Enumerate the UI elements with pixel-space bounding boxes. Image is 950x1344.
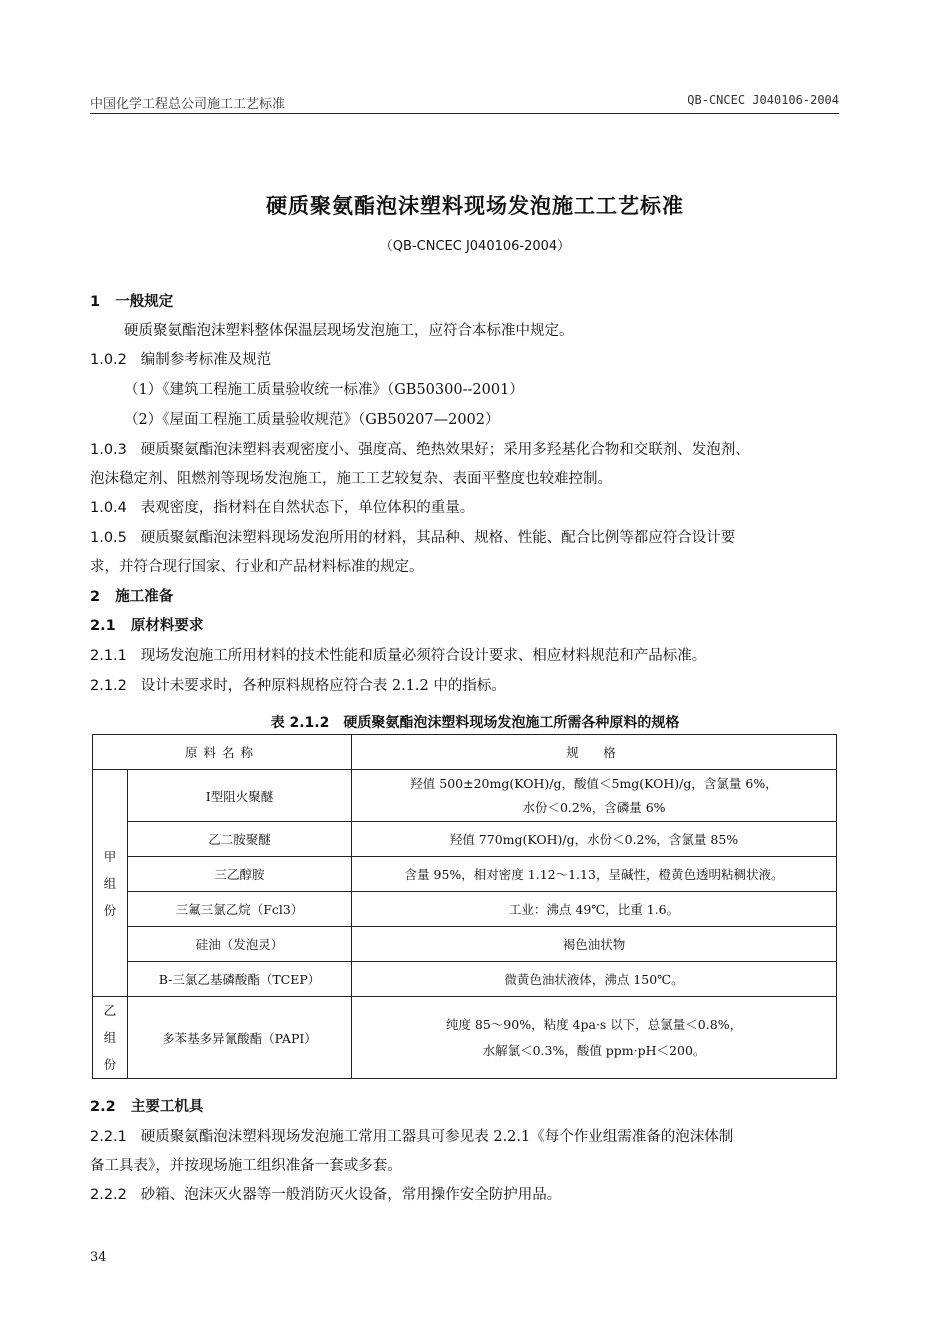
clause-number: 2.1.2 bbox=[90, 678, 127, 694]
table-row bbox=[93, 997, 837, 1079]
clause-text: 现场发泡施工所用材料的技术性能和质量必须符合设计要求、相应材料规范和产品标准。 bbox=[140, 648, 707, 664]
section-1-heading bbox=[90, 292, 173, 312]
table-row bbox=[93, 822, 837, 857]
table-row bbox=[93, 857, 837, 892]
table-row bbox=[93, 892, 837, 927]
clause-number: 1.0.5 bbox=[90, 530, 127, 546]
material-spec: 羟值 770mg(KOH)/g，水份＜0.2%，含氯量 85% bbox=[352, 822, 837, 857]
page-number: 34 bbox=[90, 1250, 107, 1265]
document-title: 硬质聚氨酯泡沫塑料现场发泡施工工艺标准 bbox=[266, 194, 684, 218]
subsection-number: 2.2 bbox=[90, 1099, 116, 1115]
subsection-title: 原材料要求 bbox=[130, 618, 204, 634]
material-name: B-三氯乙基磷酸酯（TCEP） bbox=[128, 962, 352, 997]
table-row bbox=[93, 962, 837, 997]
clause-2-2-2 bbox=[90, 1185, 561, 1205]
group-b-label: 乙 组 份 bbox=[93, 997, 128, 1079]
clause-number: 2.2.2 bbox=[90, 1187, 127, 1203]
clause-2-1-2 bbox=[90, 676, 506, 696]
header-left: 中国化学工程总公司施工工艺标准 bbox=[90, 97, 286, 112]
clause-1-0-4 bbox=[90, 498, 474, 518]
material-name: 乙二胺聚醚 bbox=[128, 822, 352, 857]
material-spec: 工业：沸点 49℃，比重 1.6。 bbox=[352, 892, 837, 927]
section-2-heading bbox=[90, 587, 173, 607]
clause-number: 2.1.1 bbox=[90, 648, 127, 664]
column-header-material: 原料名称 bbox=[93, 735, 352, 770]
clause-text: 硬质聚氨酯泡沫塑料表观密度小、强度高、绝热效果好；采用多羟基化合物和交联剂、发泡剂、 bbox=[140, 442, 750, 458]
clause-text: 设计未要求时，各种原料规格应符合表 2.1.2 中的指标。 bbox=[140, 678, 506, 694]
clause-1-0-5 bbox=[90, 528, 735, 548]
material-name: 硅油（发泡灵） bbox=[128, 927, 352, 962]
clause-2-2-1 bbox=[90, 1127, 733, 1147]
subsection-2-1-heading bbox=[90, 616, 203, 636]
reference-2: （2）《屋面工程施工质量验收规范》（GB50207—2002） bbox=[124, 412, 500, 428]
section-number: 2 bbox=[90, 589, 101, 605]
section-1-intro: 硬质聚氨酯泡沫塑料整体保温层现场发泡施工，应符合本标准中规定。 bbox=[124, 323, 574, 339]
document-code: （QB-CNCEC J040106-2004） bbox=[379, 239, 571, 254]
clause-2-1-1 bbox=[90, 646, 706, 666]
table-row bbox=[93, 770, 837, 822]
subsection-2-2-heading bbox=[90, 1097, 203, 1117]
material-name: 三氟三氯乙烷（Fcl3） bbox=[128, 892, 352, 927]
clause-text: 表观密度，指材料在自然状态下，单位体积的重量。 bbox=[140, 500, 475, 516]
table-caption: 表 2.1.2 硬质聚氨酯泡沫塑料现场发泡施工所需各种原料的规格 bbox=[270, 715, 680, 731]
clause-text: 硬质聚氨酯泡沫塑料现场发泡所用的材料，其品种、规格、性能、配合比例等都应符合设计要 bbox=[140, 530, 736, 546]
material-name: Ⅰ型阻火聚醚 bbox=[128, 770, 352, 822]
reference-1: （1）《建筑工程施工质量验收统一标准》（GB50300--2001） bbox=[124, 382, 524, 398]
clause-number: 2.2.1 bbox=[90, 1129, 127, 1145]
materials-spec-table bbox=[92, 734, 837, 1079]
clause-number: 1.0.2 bbox=[90, 352, 127, 368]
material-name: 多苯基多异氰酸酯（PAPI） bbox=[128, 997, 352, 1079]
subsection-title: 主要工机具 bbox=[130, 1099, 204, 1115]
clause-2-2-1-continued: 备工具表》，并按现场施工组织准备一套或多套。 bbox=[90, 1158, 402, 1174]
section-title: 一般规定 bbox=[115, 294, 174, 310]
table-row bbox=[93, 927, 837, 962]
material-spec: 含量 95%，相对密度 1.12～1.13，呈碱性，橙黄色透明粘稠状液。 bbox=[352, 857, 837, 892]
subsection-number: 2.1 bbox=[90, 618, 116, 634]
clause-1-0-2 bbox=[90, 350, 271, 370]
clause-1-0-3 bbox=[90, 440, 750, 460]
material-spec: 羟值 500±20mg(KOH)/g，酸值＜5mg(KOH)/g，含氯量 6%， 水份＜0.2%，含磷量 6% bbox=[352, 770, 837, 822]
material-spec: 褐色油状物 bbox=[352, 927, 837, 962]
clause-number: 1.0.4 bbox=[90, 500, 127, 516]
clause-1-0-5-continued: 求，并符合现行国家、行业和产品材料标准的规定。 bbox=[90, 559, 424, 575]
header-right: QB-CNCEC J040106-2004 bbox=[687, 93, 839, 107]
section-title: 施工准备 bbox=[115, 589, 174, 605]
group-a-label: 甲 组 份 bbox=[93, 770, 128, 997]
clause-text: 硬质聚氨酯泡沫塑料现场发泡施工常用工器具可参见表 2.2.1《每个作业组需准备的泡沫体制 bbox=[140, 1129, 734, 1145]
running-header bbox=[90, 93, 839, 114]
clause-number: 1.0.3 bbox=[90, 442, 127, 458]
material-name: 三乙醇胺 bbox=[128, 857, 352, 892]
clause-text: 编制参考标准及规范 bbox=[140, 352, 272, 368]
clause-1-0-3-continued: 泡沫稳定剂、阻燃剂等现场发泡施工，施工工艺较复杂、表面平整度也较难控制。 bbox=[90, 471, 612, 487]
clause-text: 砂箱、泡沫灭火器等一般消防灭火设备，常用操作安全防护用品。 bbox=[140, 1187, 562, 1203]
column-header-spec: 规 格 bbox=[352, 735, 837, 770]
section-number: 1 bbox=[90, 294, 101, 310]
material-spec: 纯度 85～90%，粘度 4pa·s 以下，总氯量＜0.8%， 水解氯＜0.3%，酸值 ppm·pH＜200。 bbox=[352, 997, 837, 1079]
material-spec: 微黄色油状液体，沸点 150℃。 bbox=[352, 962, 837, 997]
